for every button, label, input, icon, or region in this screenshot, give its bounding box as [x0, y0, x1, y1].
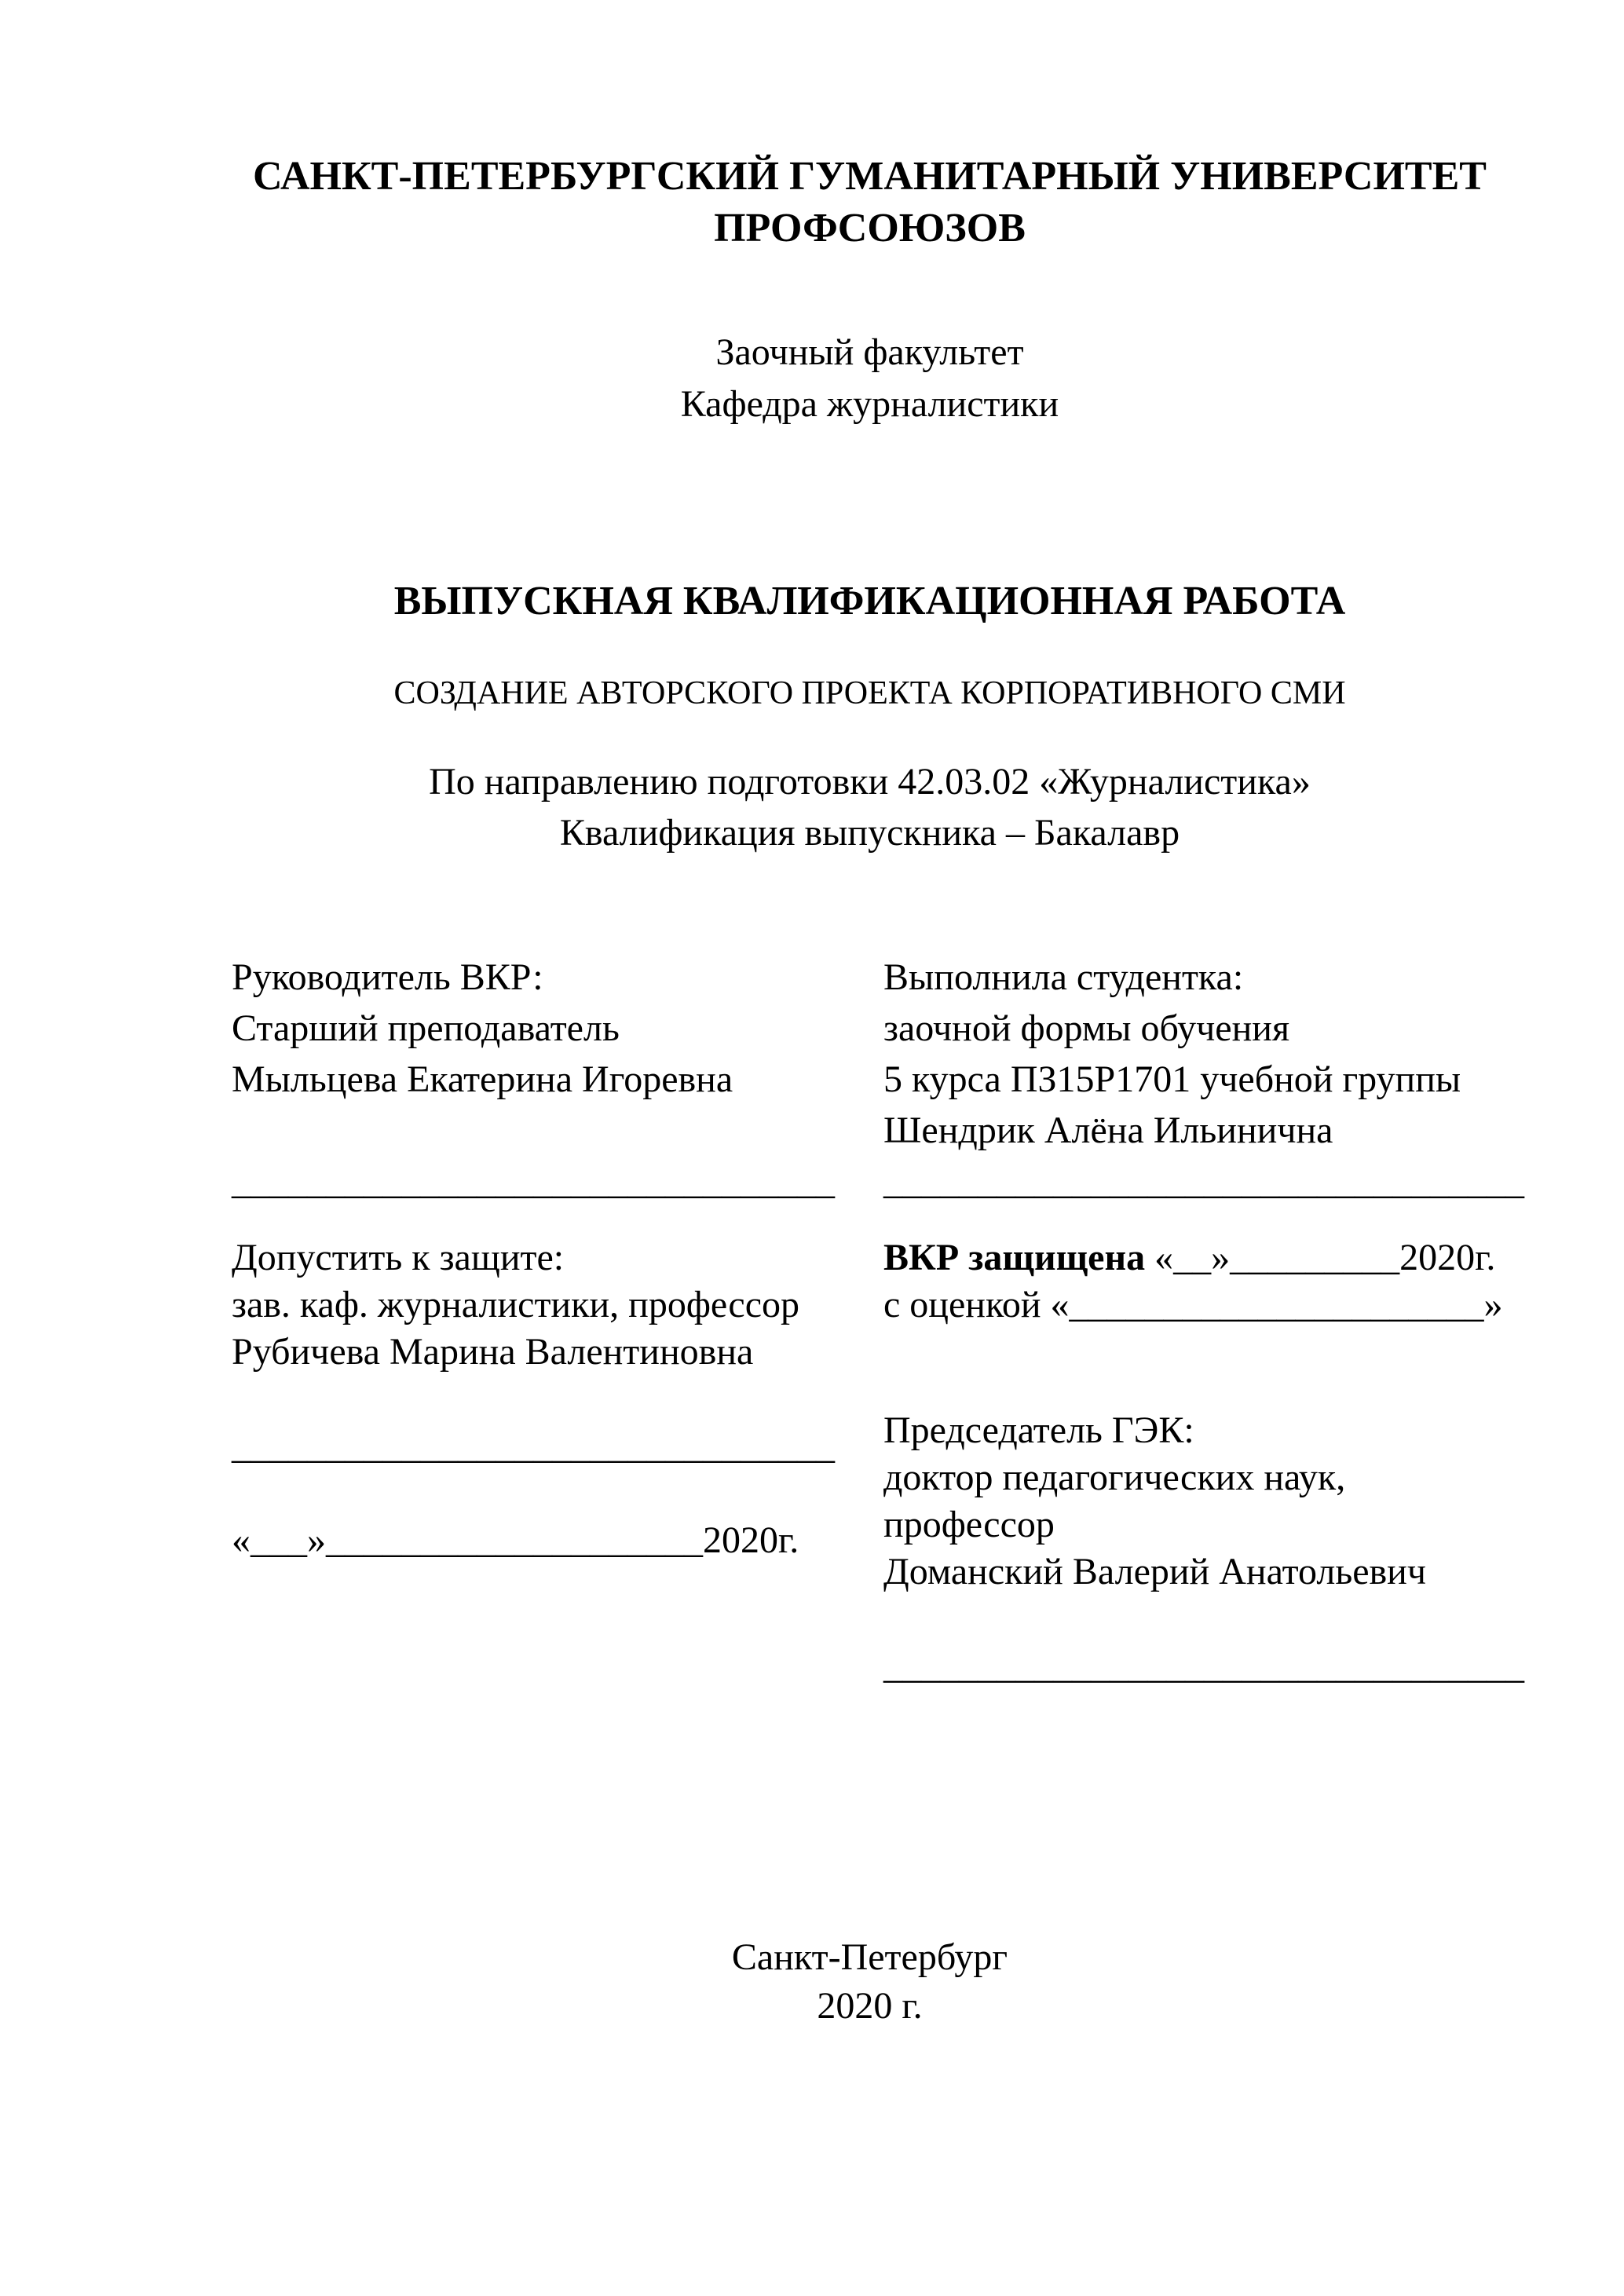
work-theme-title: СОЗДАНИЕ АВТОРСКОГО ПРОЕКТА КОРПОРАТИВНОГО СМИ [393, 675, 1346, 711]
defended-label: ВКР защищена [883, 1237, 1146, 1278]
department-name: Кафедра журналистики [680, 383, 1059, 425]
direction-line: По направлению подготовки 42.03.02 «Журналистика» [429, 761, 1311, 803]
footer-block [232, 1933, 1508, 2031]
signature-columns [232, 952, 1524, 1690]
admit-signature-line: ________________________________ [232, 1425, 835, 1467]
admit-date-line: «___»____________________2020г. [232, 1519, 799, 1561]
faculty-department-block [232, 327, 1508, 430]
chairman-degree: доктор педагогических наук, [883, 1457, 1346, 1498]
university-name-line2: ПРОФСОЮЗОВ [714, 206, 1026, 250]
footer-city: Санкт-Петербург [731, 1936, 1008, 1978]
footer-year: 2020 г. [817, 1985, 923, 2027]
student-group: 5 курса ПЗ15Р1701 учебной группы [883, 1058, 1461, 1100]
supervisor-label: Руководитель ВКР: [232, 956, 543, 998]
qualification-line: Квалификация выпускника – Бакалавр [559, 812, 1180, 854]
student-name: Шендрик Алёна Ильинична [883, 1110, 1333, 1151]
grade-line: с оценкой «______________________» [883, 1284, 1503, 1325]
spacer [232, 1105, 840, 1156]
student-label: Выполнила студентка: [883, 956, 1244, 998]
defended-line [883, 1234, 1508, 1281]
university-name-line1: САНКТ-ПЕТЕРБУРГСКИЙ ГУМАНИТАРНЫЙ УНИВЕРСИТЕТ [253, 154, 1487, 199]
defended-date-blanks: «__»_________2020г. [1145, 1237, 1496, 1278]
left-column [232, 952, 840, 1690]
spacer [883, 1596, 1508, 1643]
supervisor-position: Старший преподаватель [232, 1007, 620, 1049]
spacer [883, 1329, 1508, 1407]
chairman-signature-line: __________________________________ [883, 1645, 1524, 1687]
chairman-label: Председатель ГЭК: [883, 1409, 1194, 1451]
admit-position: зав. каф. журналистики, профессор [232, 1284, 800, 1325]
right-column [883, 952, 1524, 1690]
university-name [232, 151, 1508, 254]
student-form: заочной формы обучения [883, 1007, 1290, 1049]
admit-name: Рубичева Марина Валентиновна [232, 1331, 754, 1373]
supervisor-signature-line: ________________________________ [232, 1161, 835, 1202]
spacer [883, 1207, 1508, 1234]
student-signature-line: __________________________________ [883, 1161, 1524, 1202]
spacer [232, 1470, 840, 1517]
chairman-position: профессор [883, 1504, 1055, 1545]
direction-block [232, 756, 1508, 858]
spacer [232, 1207, 840, 1234]
work-type-title: ВЫПУСКНАЯ КВАЛИФИКАЦИОННАЯ РАБОТА [393, 579, 1346, 623]
supervisor-name: Мыльцева Екатерина Игоревна [232, 1058, 733, 1100]
admit-label: Допустить к защите: [232, 1237, 565, 1278]
chairman-name: Доманский Валерий Анатольевич [883, 1551, 1427, 1592]
faculty-name: Заочный факультет [715, 331, 1024, 373]
spacer [232, 1376, 840, 1423]
